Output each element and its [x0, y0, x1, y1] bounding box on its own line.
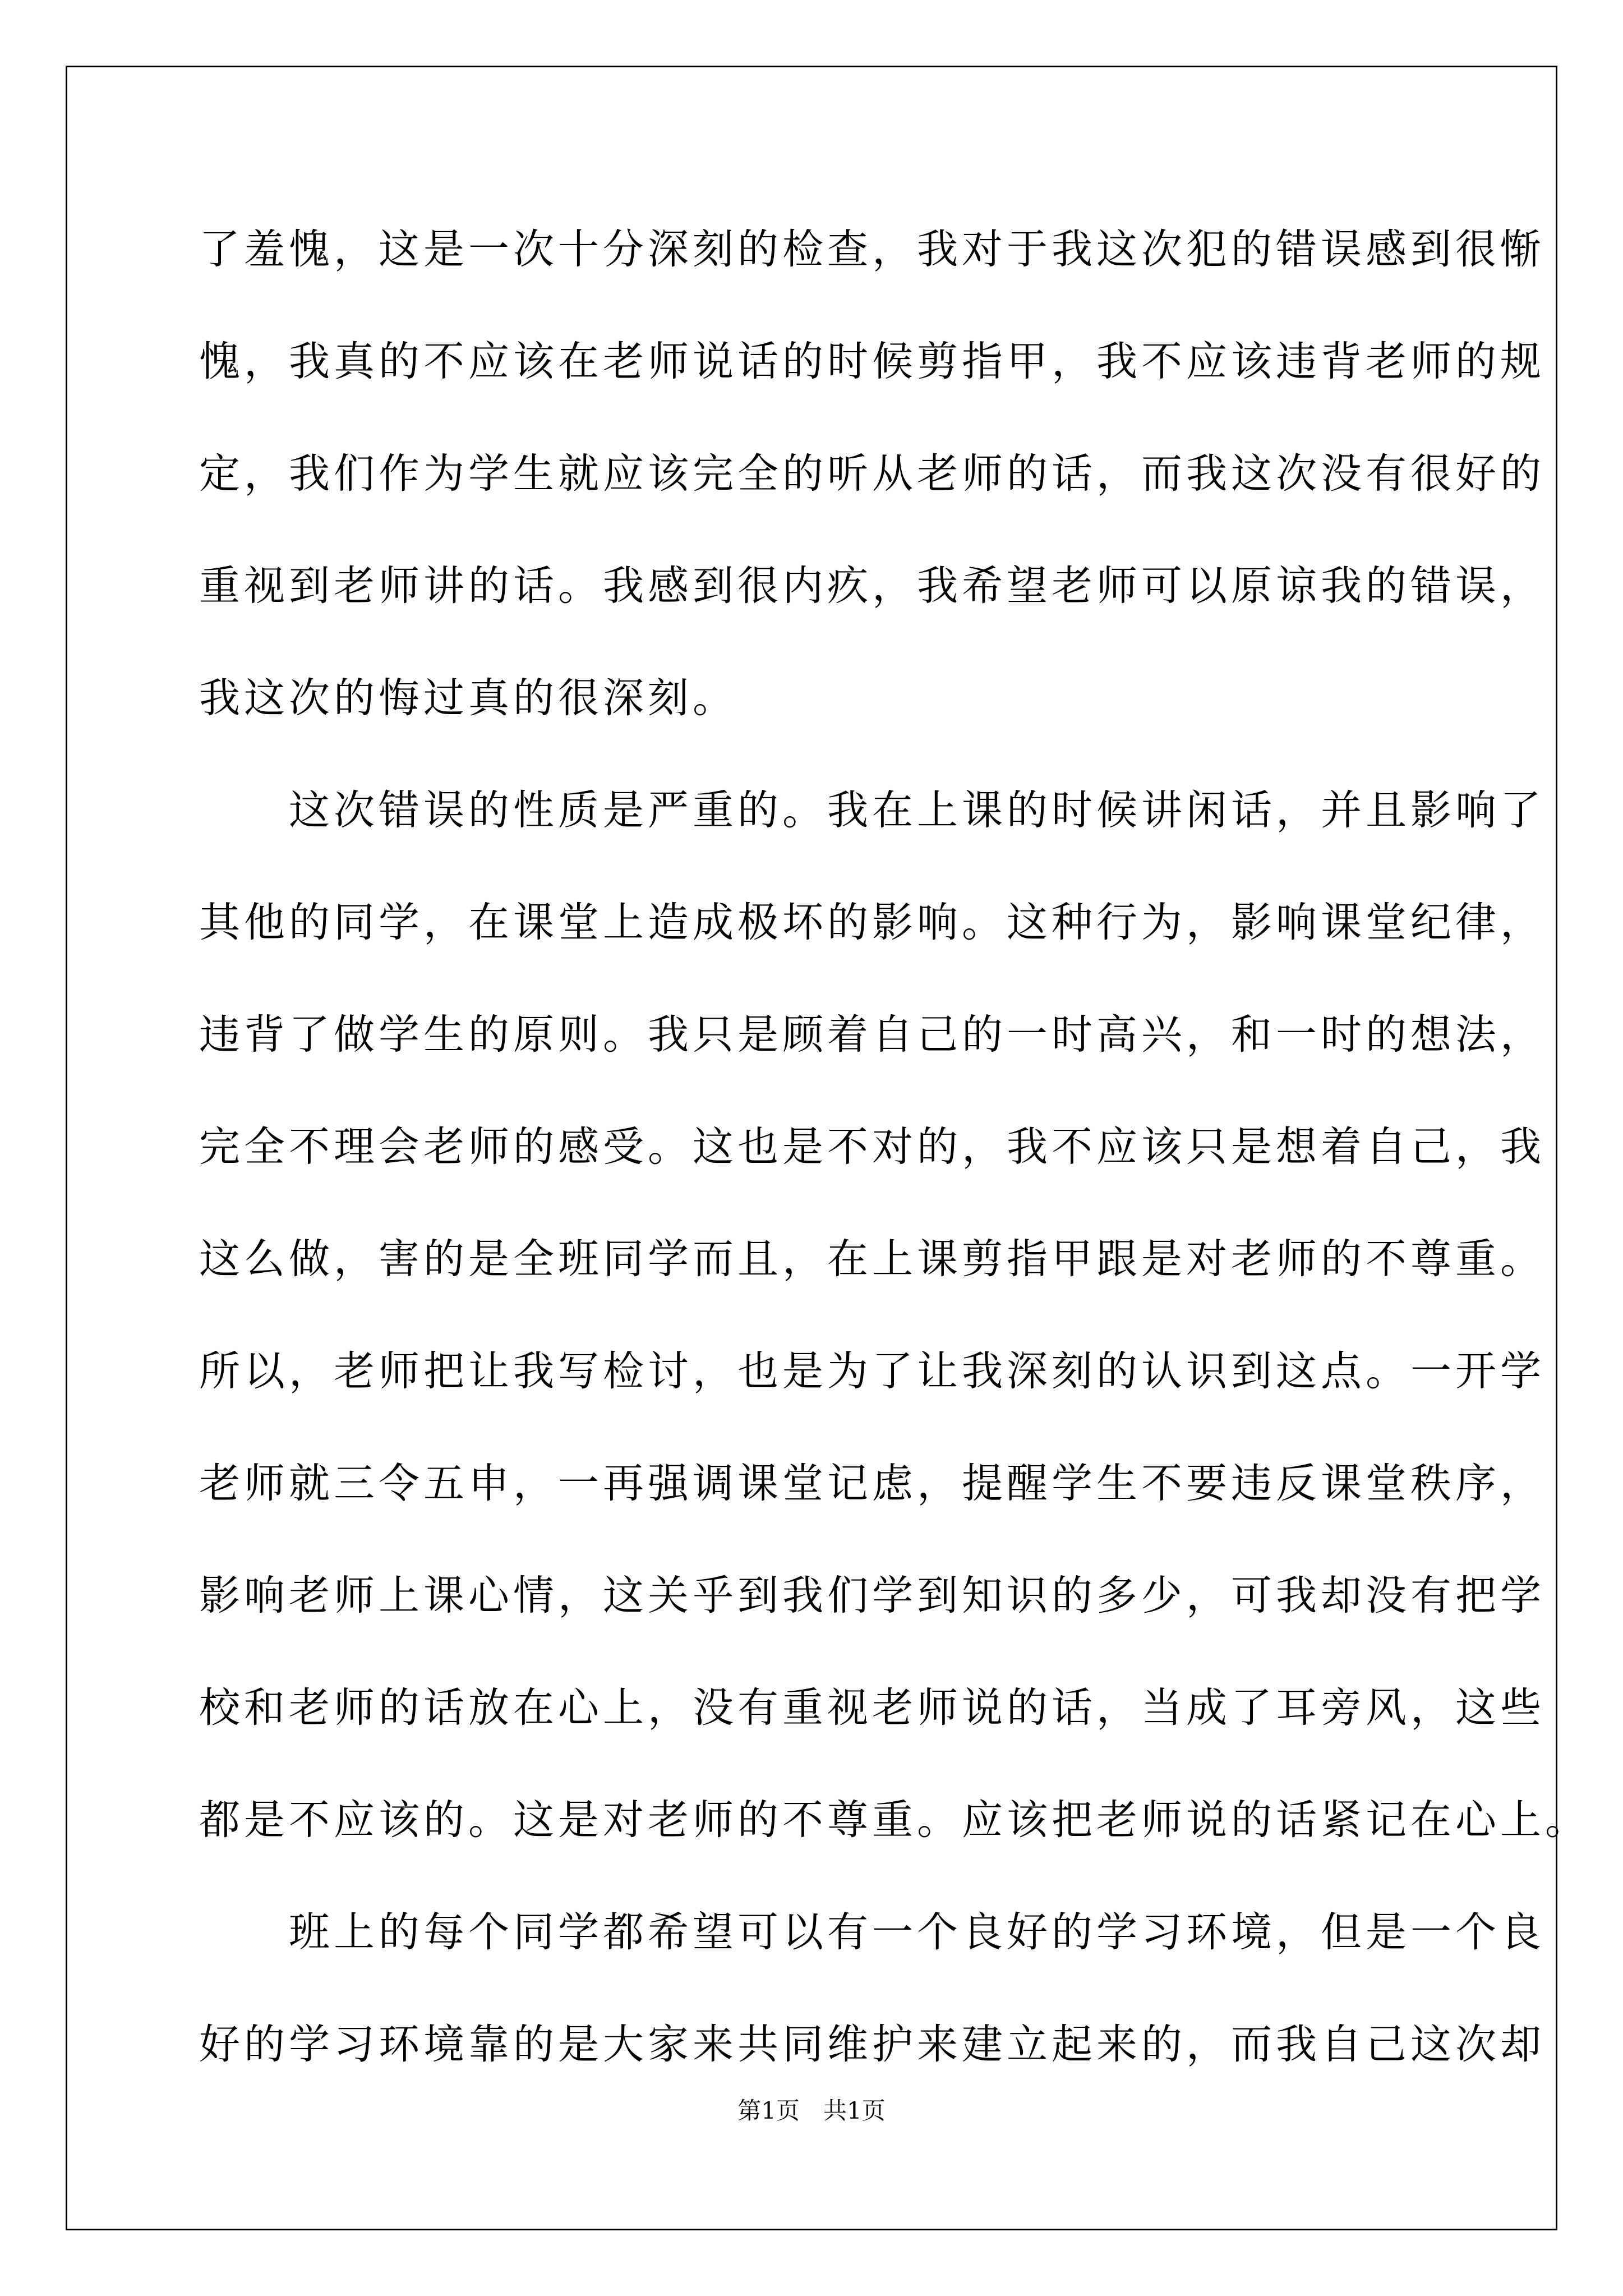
text-line: 了羞愧，这是一次十分深刻的检查，我对于我这次犯的错误感到很惭 — [199, 226, 1545, 273]
text-line: 老师就三令五申，一再强调课堂记虑，提醒学生不要违反课堂秩序， — [199, 1460, 1545, 1507]
text-line: 班上的每个同学都希望可以有一个良好的学习环境，但是一个良 — [199, 1908, 1545, 1956]
text-line: 重视到老师讲的话。我感到很内疚，我希望老师可以原谅我的错误， — [199, 562, 1545, 610]
page-number-footer: 第1页 共1页 — [737, 2097, 886, 2124]
text-line: 所以，老师把让我写检讨，也是为了让我深刻的认识到这点。一开学 — [199, 1347, 1545, 1395]
text-line: 违背了做学生的原则。我只是顾着自己的一时高兴，和一时的想法， — [199, 1011, 1545, 1059]
text-line: 我这次的悔过真的很深刻。 — [199, 674, 737, 722]
text-line: 其他的同学，在课堂上造成极坏的影响。这种行为，影响课堂纪律， — [199, 899, 1545, 946]
text-line: 愧，我真的不应该在老师说话的时候剪指甲，我不应该违背老师的规 — [199, 338, 1545, 385]
text-line: 这么做，害的是全班同学而且，在上课剪指甲跟是对老师的不尊重。 — [199, 1235, 1545, 1283]
text-line: 定，我们作为学生就应该完全的听从老师的话，而我这次没有很好的 — [199, 450, 1545, 498]
text-line: 完全不理会老师的感受。这也是不对的，我不应该只是想着自己，我 — [199, 1123, 1545, 1171]
text-line: 好的学习环境靠的是大家来共同维护来建立起来的，而我自己这次却 — [199, 2021, 1545, 2068]
text-line: 这次错误的性质是严重的。我在上课的时候讲闲话，并且影响了 — [199, 786, 1545, 834]
text-line: 校和老师的话放在心上，没有重视老师说的话，当成了耳旁风，这些 — [199, 1684, 1545, 1732]
text-line: 影响老师上课心情，这关乎到我们学到知识的多少，可我却没有把学 — [199, 1572, 1545, 1619]
text-line: 都是不应该的。这是对老师的不尊重。应该把老师说的话紧记在心上。 — [199, 1796, 1590, 1844]
